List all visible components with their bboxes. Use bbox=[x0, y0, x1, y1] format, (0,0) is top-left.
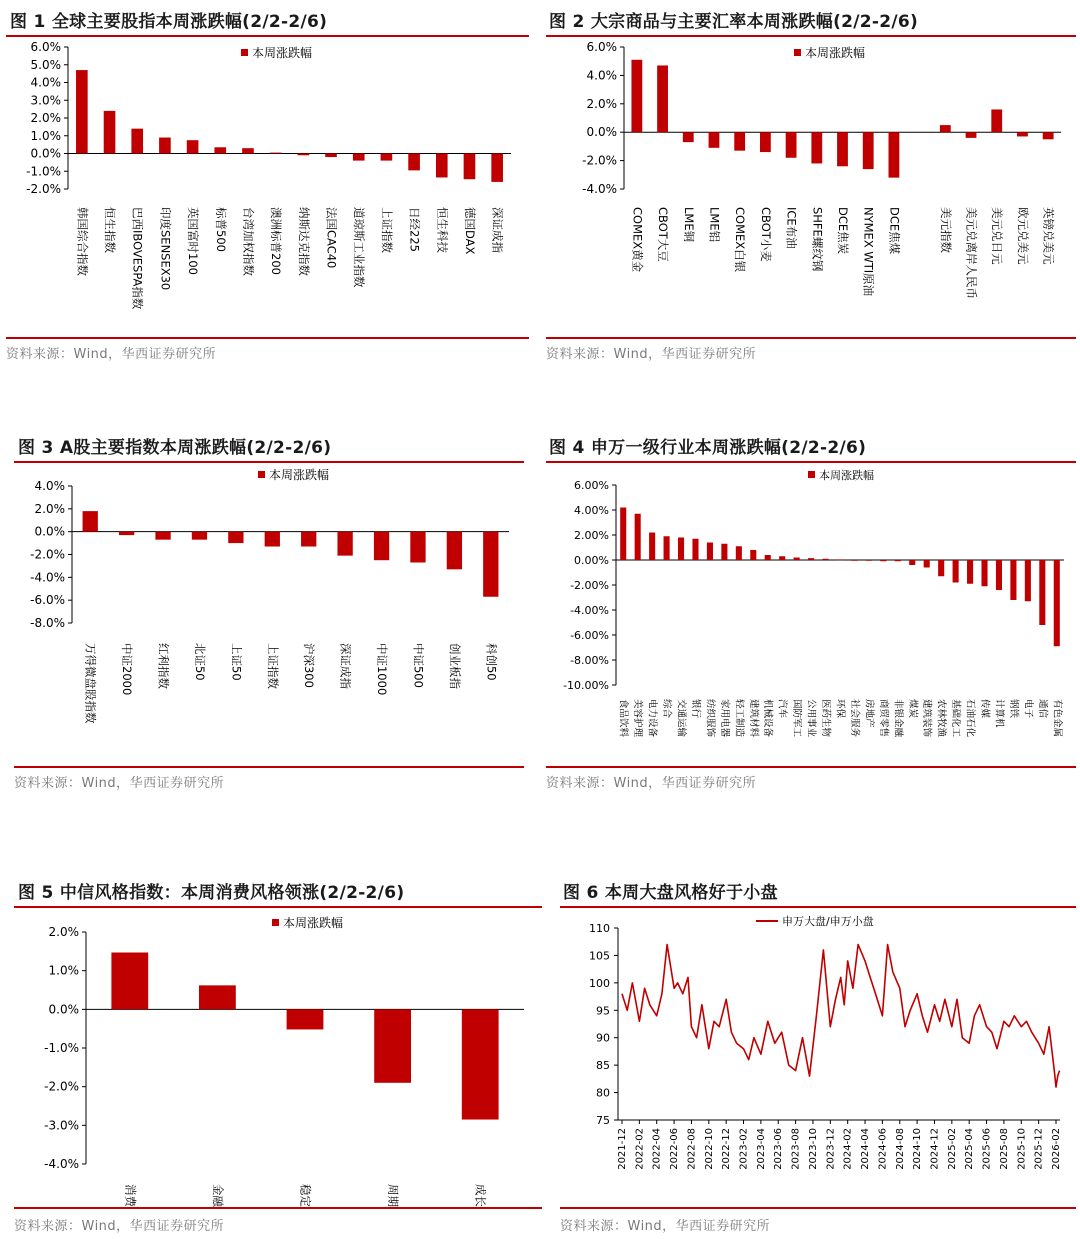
y-tick-label: 0.0% bbox=[30, 146, 61, 161]
bar bbox=[996, 560, 1002, 590]
bar bbox=[242, 148, 254, 153]
category-label: ICE布油 bbox=[784, 207, 799, 249]
bar bbox=[1043, 132, 1054, 139]
source-rule bbox=[14, 766, 524, 768]
legend-label: 申万大盘/申万小盘 bbox=[782, 915, 874, 928]
category-label: 德国DAX bbox=[462, 207, 477, 255]
category-label: NYMEX WTI原油 bbox=[861, 207, 876, 297]
bar bbox=[866, 560, 872, 561]
category-label: 标普500 bbox=[213, 207, 228, 252]
category-label: 道琼斯工业指数 bbox=[352, 207, 367, 288]
bar bbox=[991, 109, 1002, 132]
category-label: 电子 bbox=[1022, 699, 1034, 719]
bar bbox=[83, 511, 98, 532]
bar bbox=[786, 132, 797, 158]
y-tick-label: 4.0% bbox=[586, 68, 617, 83]
figure-title: 图 6 本周大盘风格好于小盘 bbox=[563, 883, 778, 903]
y-tick-label: 6.0% bbox=[586, 40, 617, 54]
bar bbox=[408, 154, 420, 171]
category-label: 印度SENSEX30 bbox=[158, 207, 173, 291]
category-label: 医药生物 bbox=[820, 699, 832, 738]
figure-4 bbox=[546, 431, 1076, 801]
bar bbox=[678, 538, 684, 561]
bar bbox=[76, 70, 88, 153]
category-label: 环保 bbox=[834, 699, 846, 719]
y-tick-label: -8.0% bbox=[30, 616, 65, 630]
bar bbox=[131, 129, 143, 154]
bar bbox=[924, 560, 930, 568]
y-tick-label: -2.00% bbox=[570, 579, 609, 592]
y-tick-label: -2.0% bbox=[30, 547, 65, 562]
source-rule bbox=[6, 337, 529, 339]
bar bbox=[159, 138, 171, 154]
y-tick-label: 2.0% bbox=[48, 925, 79, 939]
category-label: 恒生指数 bbox=[103, 207, 118, 253]
legend-swatch bbox=[272, 919, 279, 926]
y-tick-label: -2.0% bbox=[44, 1079, 79, 1094]
bar bbox=[119, 532, 134, 535]
x-tick-label: 2023-04 bbox=[755, 1128, 767, 1170]
x-tick-label: 2025-10 bbox=[1016, 1128, 1028, 1170]
title-rule bbox=[560, 906, 1076, 908]
category-label: 轻工制造 bbox=[733, 699, 745, 738]
legend-label: 本周涨跌幅 bbox=[805, 46, 866, 60]
category-label: 煤炭 bbox=[906, 699, 918, 719]
x-tick-label: 2022-02 bbox=[634, 1128, 646, 1170]
figure-title: 图 1 全球主要股指本周涨跌幅(2/2-2/6) bbox=[10, 12, 328, 32]
y-tick-label: 4.0% bbox=[30, 75, 61, 90]
category-label: 电力设备 bbox=[646, 699, 658, 738]
bar bbox=[1010, 560, 1016, 600]
y-tick-label: 75 bbox=[596, 1114, 610, 1127]
category-label: 食品饮料 bbox=[617, 699, 629, 738]
category-label: 建筑材料 bbox=[747, 699, 759, 738]
category-label: 日经225 bbox=[407, 207, 422, 252]
x-tick-label: 2022-10 bbox=[703, 1128, 715, 1170]
bar bbox=[483, 532, 498, 597]
y-tick-label: 2.0% bbox=[34, 501, 65, 516]
y-tick-label: -4.00% bbox=[570, 604, 609, 617]
y-tick-label: 6.0% bbox=[30, 40, 61, 54]
category-label: 美元兑日元 bbox=[990, 207, 1005, 265]
category-label: 国防军工 bbox=[791, 699, 803, 738]
bar bbox=[823, 559, 829, 560]
category-label: 传媒 bbox=[979, 699, 991, 719]
category-label: 有色金属 bbox=[1051, 699, 1063, 738]
source-rule bbox=[14, 1207, 542, 1209]
source-rule bbox=[560, 1207, 1076, 1209]
title-rule bbox=[6, 35, 529, 37]
bar bbox=[889, 132, 900, 177]
y-tick-label: 110 bbox=[589, 922, 610, 935]
legend-label: 本周涨跌幅 bbox=[283, 916, 344, 930]
title-rule bbox=[14, 461, 524, 463]
category-label: 深证成指 bbox=[490, 207, 505, 253]
bar bbox=[301, 532, 316, 547]
category-label: 金融 bbox=[210, 1184, 225, 1207]
y-tick-label: -4.0% bbox=[30, 570, 65, 585]
category-label: 美容护理 bbox=[632, 699, 644, 738]
category-label: 公用事业 bbox=[805, 699, 817, 738]
bar-chart bbox=[546, 39, 1076, 339]
y-tick-label: 80 bbox=[596, 1086, 610, 1100]
title-rule bbox=[546, 35, 1076, 37]
bar bbox=[657, 65, 668, 132]
bar bbox=[721, 544, 727, 560]
bar bbox=[811, 132, 822, 163]
y-tick-label: -1.0% bbox=[44, 1041, 79, 1055]
bar bbox=[104, 111, 116, 154]
category-label: 商贸零售 bbox=[877, 699, 889, 738]
x-tick-label: 2022-08 bbox=[686, 1128, 698, 1170]
category-label: 创业板指 bbox=[447, 643, 462, 689]
x-tick-label: 2024-08 bbox=[894, 1128, 906, 1170]
figure-5 bbox=[14, 875, 542, 1239]
bar bbox=[635, 514, 641, 560]
bar bbox=[1039, 560, 1045, 625]
category-label: CBOT大豆 bbox=[656, 207, 671, 262]
legend-swatch bbox=[241, 49, 248, 56]
x-tick-label: 2023-12 bbox=[825, 1128, 837, 1170]
y-tick-label: 2.00% bbox=[574, 529, 609, 542]
category-label: 银行 bbox=[689, 699, 701, 719]
x-tick-label: 2025-12 bbox=[1033, 1128, 1045, 1170]
bar bbox=[325, 154, 337, 158]
y-tick-label: 0.00% bbox=[574, 554, 609, 567]
bar-chart bbox=[14, 910, 542, 1210]
y-tick-label: 105 bbox=[589, 949, 610, 963]
category-label: LME铜 bbox=[681, 207, 696, 243]
y-tick-label: -2.0% bbox=[582, 153, 617, 168]
category-label: 万得微盘股指数 bbox=[83, 643, 98, 724]
bar bbox=[287, 1009, 324, 1029]
category-label: 恒生科技 bbox=[435, 207, 450, 253]
figure-3 bbox=[14, 431, 524, 801]
bar bbox=[734, 132, 745, 150]
bar bbox=[953, 560, 959, 583]
category-label: DCE焦炭 bbox=[836, 207, 850, 255]
category-label: 上证指数 bbox=[379, 207, 394, 253]
category-label: 交通运输 bbox=[675, 699, 687, 738]
bar bbox=[880, 560, 886, 561]
bar bbox=[620, 508, 626, 561]
x-tick-label: 2026-02 bbox=[1051, 1128, 1062, 1170]
title-rule bbox=[546, 461, 1076, 463]
category-label: 北证50 bbox=[192, 643, 207, 681]
y-tick-label: 2.0% bbox=[586, 96, 617, 111]
bar bbox=[374, 1009, 411, 1082]
bar bbox=[1054, 560, 1060, 646]
bar bbox=[1017, 132, 1028, 136]
legend-swatch bbox=[794, 49, 801, 56]
x-tick-label: 2024-04 bbox=[860, 1128, 872, 1170]
y-tick-label: 90 bbox=[596, 1031, 610, 1045]
category-label: 社会服务 bbox=[848, 699, 860, 738]
bar bbox=[981, 560, 987, 586]
bar bbox=[447, 532, 462, 570]
y-tick-label: 4.0% bbox=[34, 479, 65, 493]
x-tick-label: 2023-10 bbox=[807, 1128, 819, 1170]
bar bbox=[270, 153, 282, 154]
series-line bbox=[622, 945, 1060, 1088]
x-tick-label: 2025-04 bbox=[964, 1128, 976, 1170]
y-tick-label: 0.0% bbox=[34, 524, 65, 539]
category-label: 周期 bbox=[386, 1184, 401, 1207]
y-tick-label: -3.0% bbox=[44, 1118, 79, 1133]
y-tick-label: 100 bbox=[589, 976, 610, 990]
category-label: SHFE螺纹钢 bbox=[810, 207, 825, 272]
category-label: 科创50 bbox=[484, 643, 499, 681]
category-label: 美元兑离岸人民币 bbox=[964, 207, 979, 299]
category-label: 欧元兑美元 bbox=[1015, 207, 1030, 265]
source-note: 资料来源：Wind，华西证券研究所 bbox=[6, 347, 217, 362]
category-label: 房地产 bbox=[863, 699, 875, 728]
bar bbox=[765, 555, 771, 560]
bar bbox=[464, 154, 476, 180]
category-label: 建筑装饰 bbox=[921, 699, 933, 738]
source-note: 资料来源：Wind，华西证券研究所 bbox=[14, 776, 225, 791]
y-tick-label: -4.0% bbox=[44, 1157, 79, 1171]
legend-label: 本周涨跌幅 bbox=[269, 468, 330, 482]
bar bbox=[111, 952, 148, 1009]
bar bbox=[298, 154, 310, 156]
bar bbox=[381, 154, 393, 161]
category-label: 农林牧渔 bbox=[935, 699, 947, 738]
bar bbox=[940, 125, 951, 132]
y-tick-label: 1.0% bbox=[48, 963, 79, 978]
bar-chart bbox=[6, 39, 529, 339]
figure-6 bbox=[560, 875, 1076, 1239]
category-label: 家用电器 bbox=[718, 699, 730, 738]
figure-title: 图 2 大宗商品与主要汇率本周涨跌幅(2/2-2/6) bbox=[549, 12, 919, 32]
bar bbox=[337, 532, 352, 556]
source-note: 资料来源：Wind，华西证券研究所 bbox=[560, 1219, 771, 1234]
y-tick-label: -6.0% bbox=[30, 593, 65, 608]
category-label: 台湾加权指数 bbox=[241, 207, 256, 276]
category-label: 非银金融 bbox=[892, 699, 904, 738]
category-label: 通信 bbox=[1036, 699, 1048, 719]
legend-swatch bbox=[808, 471, 815, 478]
bar-chart bbox=[546, 465, 1076, 765]
category-label: DCE焦煤 bbox=[887, 207, 902, 255]
category-label: 消费 bbox=[123, 1184, 138, 1207]
y-tick-label: 0.0% bbox=[586, 125, 617, 140]
category-label: 法国CAC40 bbox=[324, 207, 339, 269]
bar bbox=[837, 132, 848, 166]
bar bbox=[808, 558, 814, 560]
bar bbox=[837, 559, 843, 560]
bar bbox=[779, 556, 785, 560]
y-tick-label: 1.0% bbox=[30, 128, 61, 143]
y-tick-label: -1.0% bbox=[26, 164, 61, 179]
bar bbox=[353, 154, 365, 161]
bar-chart bbox=[14, 465, 524, 765]
category-label: COMEX白银 bbox=[733, 207, 748, 273]
category-label: 稳定 bbox=[298, 1184, 313, 1207]
y-tick-label: -8.00% bbox=[570, 654, 609, 667]
bar bbox=[750, 550, 756, 560]
category-label: 美元指数 bbox=[938, 207, 953, 253]
category-label: 成长 bbox=[473, 1184, 488, 1207]
x-tick-label: 2024-12 bbox=[929, 1128, 941, 1170]
bar bbox=[192, 532, 207, 540]
bar bbox=[692, 539, 698, 560]
bar bbox=[967, 560, 973, 584]
category-label: 上证50 bbox=[229, 643, 244, 681]
bar bbox=[966, 132, 977, 138]
y-tick-label: 95 bbox=[596, 1004, 610, 1018]
legend-swatch bbox=[258, 471, 265, 478]
y-tick-label: -10.00% bbox=[563, 679, 609, 692]
y-tick-label: 5.0% bbox=[30, 57, 61, 72]
bar bbox=[709, 132, 720, 148]
figure-2 bbox=[546, 5, 1076, 375]
category-label: 中证500 bbox=[411, 643, 426, 688]
category-label: 基础化工 bbox=[950, 699, 962, 738]
category-label: 巴西IBOVESPA指数 bbox=[130, 207, 145, 310]
bar bbox=[436, 154, 448, 178]
figure-title: 图 3 A股主要指数本周涨跌幅(2/2-2/6) bbox=[18, 438, 332, 458]
x-tick-label: 2025-02 bbox=[946, 1128, 958, 1170]
category-label: 综合 bbox=[661, 699, 673, 719]
title-rule bbox=[14, 906, 542, 908]
figure-title: 图 4 申万一级行业本周涨跌幅(2/2-2/6) bbox=[549, 438, 867, 458]
bar bbox=[374, 532, 389, 561]
category-label: 纳斯达克指数 bbox=[296, 207, 311, 276]
y-tick-label: 6.00% bbox=[574, 479, 609, 492]
bar bbox=[851, 560, 857, 561]
source-note: 资料来源：Wind，华西证券研究所 bbox=[546, 347, 757, 362]
bar bbox=[707, 543, 713, 561]
x-tick-label: 2022-04 bbox=[651, 1128, 663, 1170]
y-tick-label: 4.00% bbox=[574, 504, 609, 517]
category-label: 红利指数 bbox=[156, 643, 171, 689]
bar bbox=[649, 533, 655, 561]
x-tick-label: 2023-02 bbox=[738, 1128, 750, 1170]
category-label: LME铝 bbox=[707, 207, 722, 243]
y-tick-label: -2.0% bbox=[26, 182, 61, 196]
source-rule bbox=[546, 766, 1076, 768]
bar bbox=[265, 532, 280, 547]
category-label: 中证2000 bbox=[120, 643, 135, 696]
category-label: 中证1000 bbox=[375, 643, 390, 696]
x-tick-label: 2021-12 bbox=[617, 1128, 628, 1170]
x-tick-label: 2024-10 bbox=[912, 1128, 924, 1170]
x-tick-label: 2025-08 bbox=[998, 1128, 1010, 1170]
bar bbox=[214, 147, 226, 153]
y-tick-label: -4.0% bbox=[582, 182, 617, 196]
bar bbox=[491, 154, 503, 182]
source-note: 资料来源：Wind，华西证券研究所 bbox=[14, 1219, 225, 1234]
category-label: 英国富时100 bbox=[186, 207, 201, 275]
bar bbox=[863, 132, 874, 169]
bar bbox=[895, 560, 901, 561]
x-tick-label: 2024-06 bbox=[877, 1128, 889, 1170]
legend-label: 本周涨跌幅 bbox=[819, 469, 874, 482]
y-tick-label: 85 bbox=[596, 1059, 610, 1073]
x-tick-label: 2025-06 bbox=[981, 1128, 993, 1170]
x-tick-label: 2023-06 bbox=[773, 1128, 785, 1170]
category-label: 上证指数 bbox=[265, 643, 280, 689]
x-tick-label: 2023-08 bbox=[790, 1128, 802, 1170]
bar bbox=[155, 532, 170, 540]
category-label: COMEX黄金 bbox=[630, 207, 645, 273]
category-label: 计算机 bbox=[993, 699, 1005, 728]
source-rule bbox=[546, 337, 1076, 339]
x-tick-label: 2022-12 bbox=[721, 1128, 733, 1170]
bar bbox=[199, 985, 236, 1009]
category-label: 澳洲标普200 bbox=[269, 207, 284, 275]
category-label: 汽车 bbox=[776, 699, 788, 719]
y-tick-label: 3.0% bbox=[30, 93, 61, 108]
category-label: CBOT小麦 bbox=[758, 207, 773, 262]
category-label: 沪深300 bbox=[302, 643, 317, 688]
bar bbox=[228, 532, 243, 543]
bar bbox=[664, 536, 670, 560]
bar bbox=[909, 560, 915, 565]
bar bbox=[187, 140, 199, 153]
x-tick-label: 2024-02 bbox=[842, 1128, 854, 1170]
y-tick-label: 0.0% bbox=[48, 1002, 79, 1017]
category-label: 石油石化 bbox=[964, 699, 976, 738]
bar bbox=[794, 558, 800, 561]
category-label: 深证成指 bbox=[338, 643, 353, 689]
legend-label: 本周涨跌幅 bbox=[252, 46, 313, 60]
category-label: 机械设备 bbox=[762, 699, 774, 738]
bar bbox=[410, 532, 425, 563]
y-tick-label: 2.0% bbox=[30, 111, 61, 125]
x-tick-label: 2022-06 bbox=[669, 1128, 681, 1170]
category-label: 韩国综合指数 bbox=[75, 207, 90, 276]
category-label: 纺织服饰 bbox=[704, 699, 716, 738]
category-label: 英镑兑美元 bbox=[1041, 207, 1056, 265]
bar bbox=[760, 132, 771, 152]
bar bbox=[736, 546, 742, 560]
figure-title: 图 5 中信风格指数：本周消费风格领涨(2/2-2/6) bbox=[18, 883, 405, 903]
source-note: 资料来源：Wind，华西证券研究所 bbox=[546, 776, 757, 791]
bar bbox=[1025, 560, 1031, 601]
bar bbox=[631, 60, 642, 132]
category-label: 钢铁 bbox=[1007, 699, 1019, 719]
line-chart bbox=[560, 910, 1076, 1210]
bar bbox=[462, 1009, 499, 1119]
bar bbox=[938, 560, 944, 576]
figure-1 bbox=[6, 5, 529, 375]
bar bbox=[683, 132, 694, 142]
y-tick-label: -6.00% bbox=[570, 629, 609, 642]
